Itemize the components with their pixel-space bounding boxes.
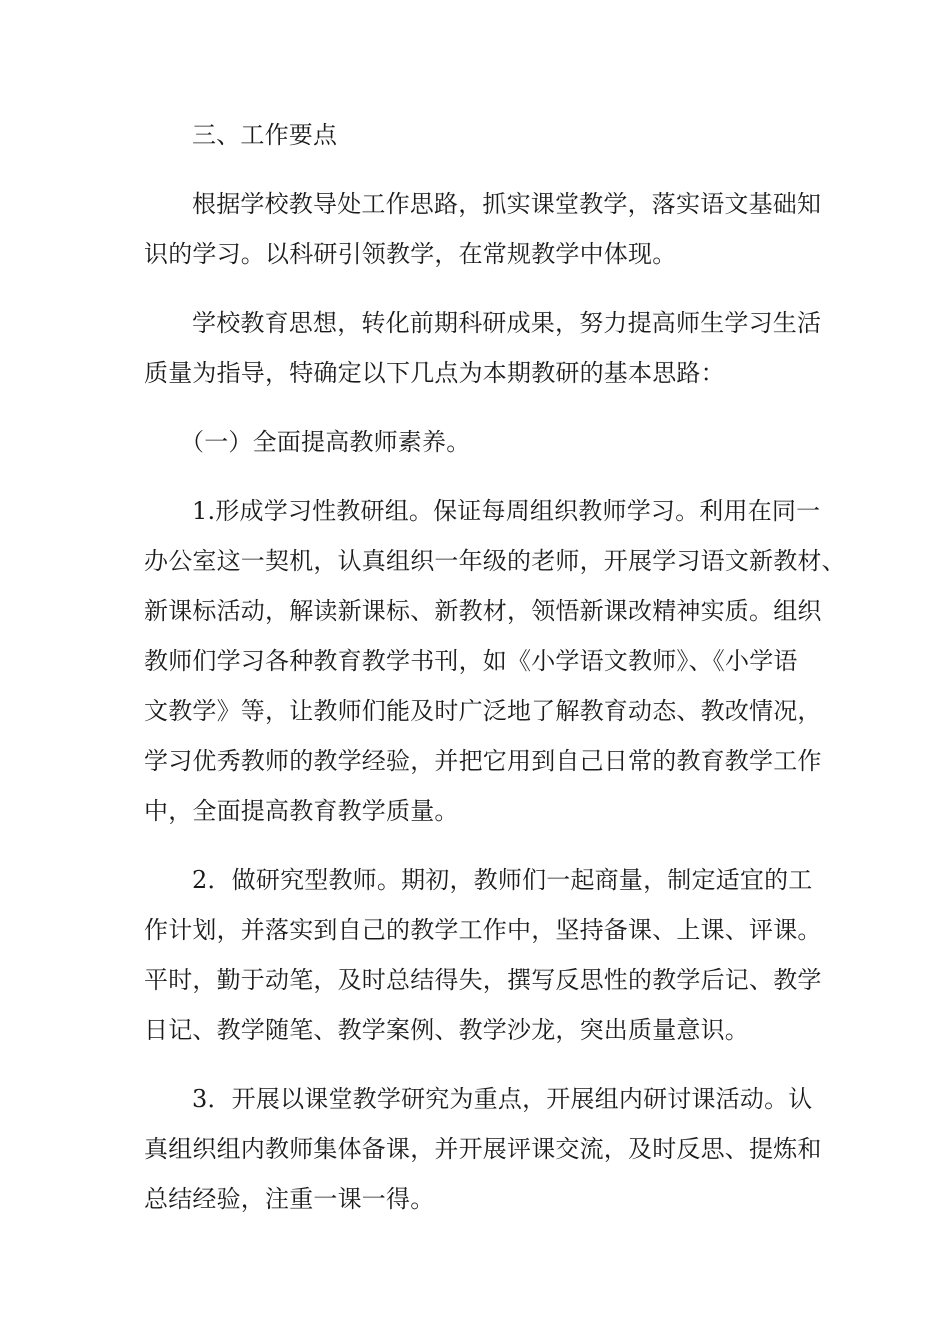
paragraph-line: 真组织组内教师集体备课，并开展评课交流，及时反思、提炼和 [144, 1135, 822, 1163]
paragraph-line: 质量为指导，特确定以下几点为本期教研的基本思路： [144, 359, 725, 387]
paragraph-line: 文教学》等，让教师们能及时广泛地了解教育动态、教改情况， [144, 697, 822, 725]
subsection-heading: （一）全面提高教师素养。 [180, 428, 471, 456]
paragraph-line: 平时，勤于动笔，及时总结得失，撰写反思性的教学后记、教学 [144, 966, 822, 994]
paragraph-line: 教师们学习各种教育教学书刊，如《小学语文教师》、《小学语 [144, 647, 798, 675]
paragraph-line: 作计划，并落实到自己的教学工作中，坚持备课、上课、评课。 [144, 916, 822, 944]
paragraph-line: 总结经验，注重一课一得。 [144, 1185, 435, 1213]
paragraph-line: 办公室这一契机，认真组织一年级的老师，开展学习语文新教材、 [144, 547, 846, 575]
paragraph-line: 根据学校教导处工作思路，抓实课堂教学，落实语文基础知 [192, 190, 822, 218]
paragraph-line: 新课标活动，解读新课标、新教材，领悟新课改精神实质。组织 [144, 597, 822, 625]
paragraph-line: 3．开展以课堂教学研究为重点，开展组内研讨课活动。认 [192, 1085, 813, 1113]
paragraph-line: 2．做研究型教师。期初，教师们一起商量，制定适宜的工 [192, 866, 813, 894]
paragraph-line: 日记、教学随笔、教学案例、教学沙龙，突出质量意识。 [144, 1016, 749, 1044]
paragraph-line: 学校教育思想，转化前期科研成果，努力提高师生学习生活 [192, 309, 822, 337]
section-heading: 三、工作要点 [192, 121, 338, 149]
paragraph-line: 学习优秀教师的教学经验，并把它用到自己日常的教育教学工作 [144, 747, 822, 775]
paragraph-line: 中，全面提高教育教学质量。 [144, 797, 459, 825]
paragraph-line: 1.形成学习性教研组。保证每周组织教师学习。利用在同一 [192, 497, 821, 525]
paragraph-line: 识的学习。以科研引领教学，在常规教学中体现。 [144, 240, 677, 268]
